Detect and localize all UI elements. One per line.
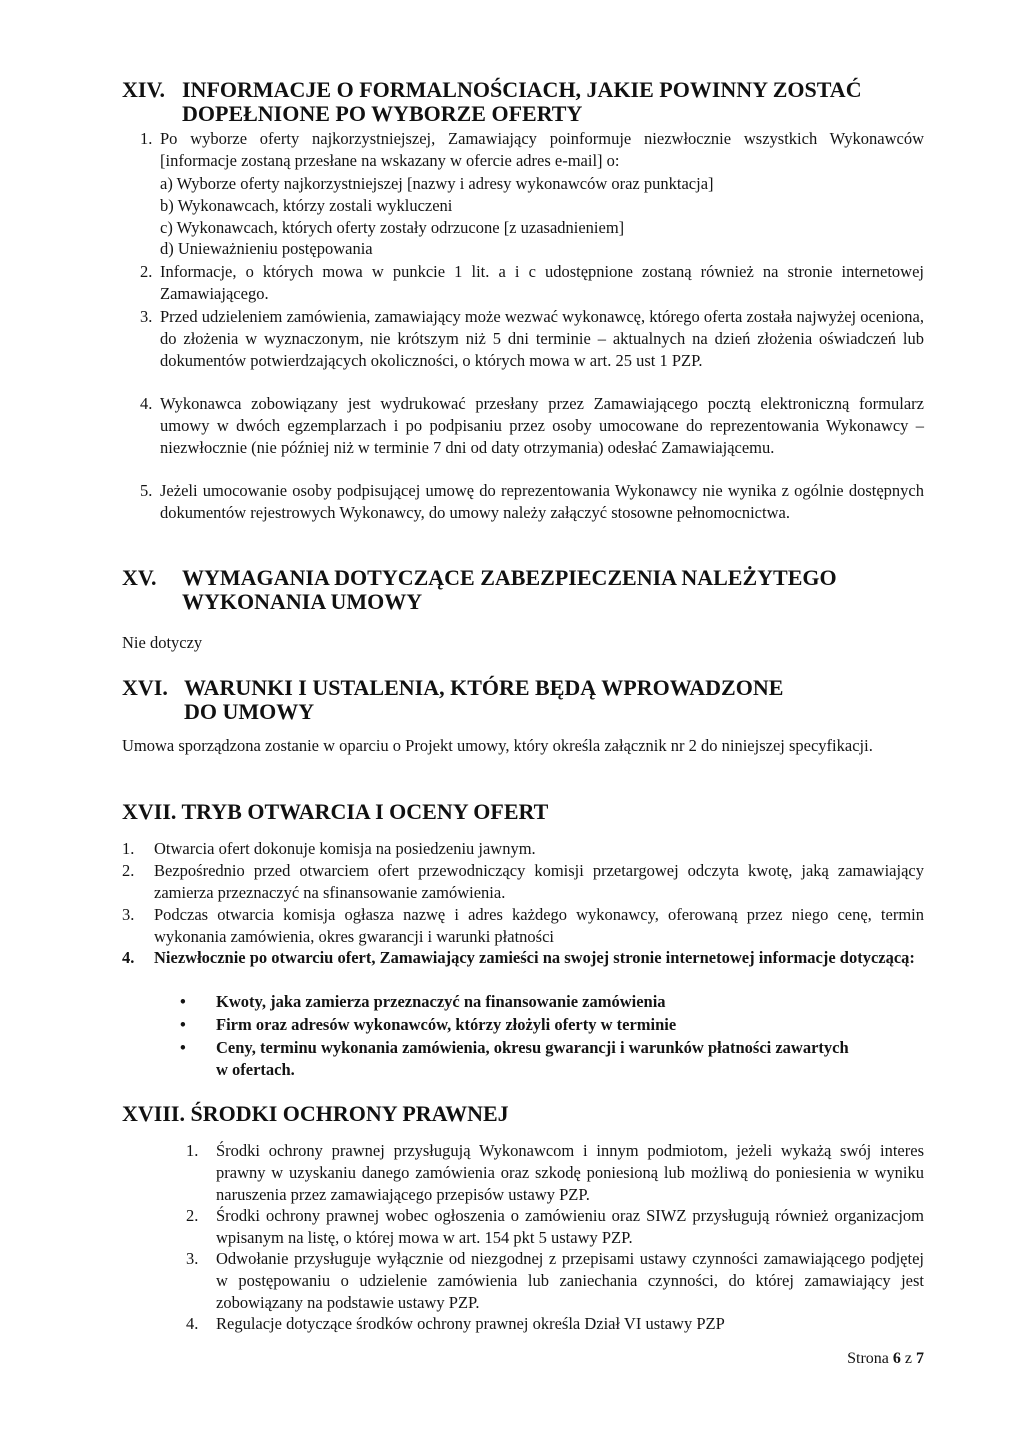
list-item: 1. Otwarcia ofert dokonuje komisja na posiedzeniu jawnym. <box>122 839 536 858</box>
list-item: 3. Odwołanie przysługuje wyłącznie od niezgodnej z przepisami ustawy czynności zamawiającego podjętej w postępowaniu o udzielenie zamówienia lub zaniechania czynności, do której zamawiający jest zobowiązany na podstawie ustawy PZP. <box>186 1249 924 1312</box>
section-xvii-heading: XVII. TRYB OTWARCIA I OCENY OFERT <box>122 799 549 824</box>
list-item: 2. Informacje, o których mowa w punkcie 1 lit. a i c udostępnione zostaną również na stronie internetowej Zamawiającego. <box>140 262 924 303</box>
section-xiv-heading <box>122 78 922 128</box>
list-item: 4. Niezwłocznie po otwarciu ofert, Zamawiający zamieści na swojej stronie internetowej informacje dotyczącą: <box>122 948 915 967</box>
list-item: 2. Środki ochrony prawnej wobec ogłoszenia o zamówieniu oraz SIWZ przysługują również organizacjom wpisanym na listę, o której mowa w art. 154 pkt 5 ustawy PZP. <box>186 1206 924 1247</box>
list-item: 5. Jeżeli umocowanie osoby podpisującej umowę do reprezentowania Wykonawcy nie wynika z ogólnie dostępnych dokumentów rejestrowych Wykonawcy, do umowy należy załączyć stosowne pełnomocnictwa. <box>140 481 924 522</box>
footer-label: Strona <box>847 1350 889 1367</box>
section-number: XVI. <box>122 675 168 700</box>
section-title: INFORMACJE O FORMALNOŚCIACH, JAKIE POWINNY ZOSTAĆ DOPEŁNIONE PO WYBORZE OFERTY <box>182 77 862 126</box>
list-item: 3. Przed udzieleniem zamówienia, zamawiający może wezwać wykonawcę, którego oferta została najwyżej oceniona, do złożenia w wyznaczonym, nie krótszym niż 5 dni terminie – aktualnych na dzień złożenia oświadczeń lub dokumentów potwierdzających okoliczności, o których mowa w art. 25 ust 1 PZP. <box>140 307 924 370</box>
section-xvi-heading <box>122 676 922 726</box>
section-title: WYMAGANIA DOTYCZĄCE ZABEZPIECZENIA NALEŻYTEGO WYKONANIA UMOWY <box>182 565 837 614</box>
section-number: XV. <box>122 565 157 590</box>
footer-total: 7 <box>916 1350 924 1367</box>
list-item: 4. Wykonawca zobowiązany jest wydrukować przesłany przez Zamawiającego pocztą elektroniczną formularz umowy w dwóch egzemplarzach i po podpisaniu przez osoby umocowane do reprezentowania Wykonawcy – niezwłocznie (nie później niż w terminie 7 dni od daty otrzymania) odesłać Zamawiającemu. <box>140 394 924 457</box>
section-title: WARUNKI I USTALENIA, KTÓRE BĘDĄ WPROWADZONE DO UMOWY <box>184 675 784 724</box>
sub-item: b) Wykonawcach, którzy zostali wykluczeni <box>160 196 453 215</box>
list-item: 1. Po wyborze oferty najkorzystniejszej, Zamawiający poinformuje niezwłocznie wszystkich Wykonawców [informacje zostaną przesłane na wskazany w ofercie adres e-mail] o: <box>140 129 924 170</box>
sub-item: d) Unieważnieniu postępowania <box>160 239 373 258</box>
sub-item: a) Wyborze oferty najkorzystniejszej [nazwy i adresy wykonawców oraz punktacja] <box>160 174 714 193</box>
section-body: Umowa sporządzona zostanie w oparciu o Projekt umowy, który określa załącznik nr 2 do niniejszej specyfikacji. <box>122 736 873 755</box>
section-body: Nie dotyczy <box>122 633 203 652</box>
footer-page: 6 <box>892 1350 901 1367</box>
sub-item: c) Wykonawcach, których oferty zostały odrzucone [z uzasadnieniem] <box>160 218 625 237</box>
section-number: XIV. <box>122 77 166 102</box>
page-footer <box>847 1350 924 1368</box>
section-xv-heading <box>122 566 922 616</box>
section-xviii-heading: XVIII. ŚRODKI OCHRONY PRAWNEJ <box>122 1101 509 1126</box>
list-item: 3. Podczas otwarcia komisja ogłasza nazwę i adres każdego wykonawcy, oferowaną przez niego cenę, termin wykonania zamówienia, okres gwarancji i warunki płatności <box>122 905 924 946</box>
footer-sep: z <box>904 1350 912 1367</box>
list-item: 1. Środki ochrony prawnej przysługują Wykonawcom i innym podmiotom, jeżeli wykażą swój interes prawny w uzyskaniu danego zamówienia oraz szkodę poniesioną lub możliwą do poniesienia w wyniku naruszenia przez zamawiającego przepisów ustawy PZP. <box>186 1141 924 1204</box>
list-item: 2. Bezpośrednio przed otwarciem ofert przewodniczący komisji przetargowej odczyta kwotę, jaką zamawiający zamierza przeznaczyć na sfinansowanie zamówienia. <box>122 861 924 902</box>
document-page: XIV. INFORMACJE O FORMALNOŚCIACH, JAKIE POWINNY ZOSTAĆ DOPEŁNIONE PO WYBORZE OFERTY 1. Po wyborze oferty najkorzystniejszej, Zamawiający poinformuje niezwłocznie wszystkich Wykonawców [informacje zostaną przesłane na wskazany w ofercie adres e-mail] o: a) Wyborze oferty najkorzystniejszej [nazwy i adresy wykonawców oraz punktacja] b) Wykonawcach, którzy zostali wykluczeni c) Wykonawcach, których oferty zostały odrzucone [z uzasadnieniem] d) Unieważnieniu postępowania 2. Informacje, o których mowa w punkcie 1 lit. a i c udostępnione zostaną również na stronie internetowej Zamawiającego. 3. Przed udzieleniem zamówienia, zamawiający może wezwać wykonawcę, którego oferta została najwyżej oceniona, do złożenia w wyznaczonym, nie krótszym niż 5 dni terminie – aktualnych na dzień złożenia oświadczeń lub dokumentów potwierdzających okoliczności, o których mowa w art. 25 ust 1 PZP. 4. Wykonawca zobowiązany jest wydrukować przesłany przez Zamawiającego pocztą elektroniczną formularz umowy w dwóch egzemplarzach i po podpisaniu przez osoby umocowane do reprezentowania Wykonawcy – niezwłocznie (nie później niż w terminie 7 dni od daty otrzymania) odesłać Zamawiającemu. 5. Jeżeli umocowanie osoby podpisującej umowę do reprezentowania Wykonawcy nie wynika z ogólnie dostępnych dokumentów rejestrowych Wykonawcy, do umowy należy załączyć stosowne pełnomocnictwa. XV. WYMAGANIA DOTYCZĄCE ZABEZPIECZENIA NALEŻYTEGO WYKONANIA UMOWY Nie dotyczy XVI. WARUNKI I USTALENIA, KTÓRE BĘDĄ WPROWADZONE DO UMOWY Umowa sporządzona zostanie w oparciu o Projekt umowy, który określa załącznik nr 2 do niniejszej specyfikacji. XVII. TRYB OTWARCIA I OCENY OFERT 1. Otwarcia ofert dokonuje komisja na posiedzeniu jawnym. 2. Bezpośrednio przed otwarciem ofert przewodniczący komisji przetargowej odczyta kwotę, jaką zamawiający zamierza przeznaczyć na sfinansowanie zamówienia. 3. Podczas otwarcia komisja ogłasza nazwę i adres każdego wykonawcy, oferowaną przez niego cenę, termin wykonania zamówienia, okres gwarancji i warunki płatności 4. Niezwłocznie po otwarciu ofert, Zamawiający zamieści na swojej stronie internetowej informacje dotyczącą: • Kwoty, jaka zamierza przeznaczyć na finansowanie zamówienia • Firm oraz adresów wykonawców, którzy złożyli oferty w terminie • Ceny, terminu wykonania zamówienia, okresu gwarancji i warunków płatności zawartych w ofertach. XVIII. ŚRODKI OCHRONY PRAWNEJ 1. Środki ochrony prawnej przysługują Wykonawcom i innym podmiotom, jeżeli wykażą swój interes prawny w uzyskaniu danego zamówienia oraz szkodę poniesioną lub możliwą do poniesienia w wyniku naruszenia przez zamawiającego przepisów ustawy PZP. 2. Środki ochrony prawnej wobec ogłoszenia o zamówieniu oraz SIWZ przysługują również organizacjom wpisanym na listę, o której mowa w art. 154 pkt 5 ustawy PZP. 3. Odwołanie przysługuje wyłącznie od niezgodnej z przepisami ustawy czynności zamawiającego podjętej w postępowaniu o udzielenie zamówienia lub zaniechania czynności, do której zamawiający jest zobowiązany na podstawie ustawy PZP. 4. Regulacje dotyczące środków ochrony prawnej określa Dział VI ustawy PZP Strona 6 z 7 <box>122 77 924 1367</box>
list-item: 4. Regulacje dotyczące środków ochrony prawnej określa Dział VI ustawy PZP <box>186 1314 725 1333</box>
